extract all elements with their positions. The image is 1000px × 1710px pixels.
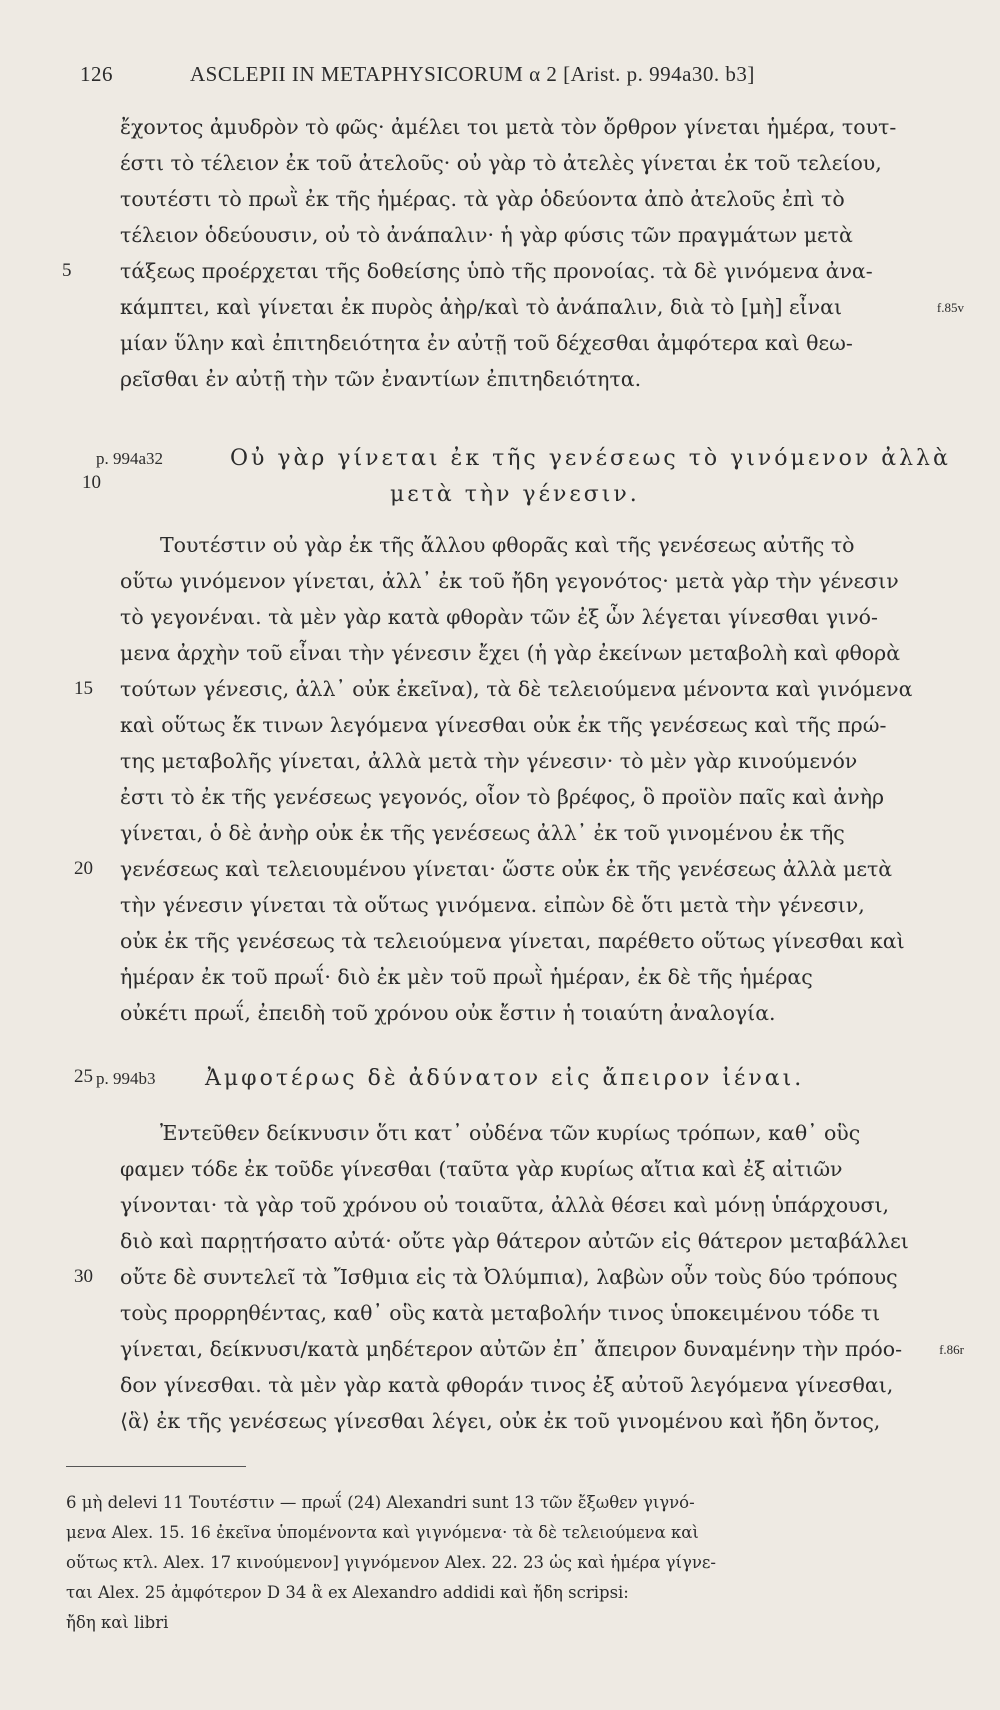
body-line: ἔχοντος ἀμυδρὸν τὸ φῶς· ἀμέλει τοι μετὰ τὸν ὄρθρον γίνεται ἡμέρα, τουτ-: [120, 115, 897, 139]
apparatus-line: 6 μὴ delevi 11 Τουτέστιν — πρωΐ (24) Alexandri sunt 13 τῶν ἔξωθεν γιγνό-: [66, 1493, 695, 1512]
body-line: ⟨ἃ⟩ ἐκ τῆς γενέσεως γίνεσθαι λέγει, οὐκ ἐκ τοῦ γινομένου καὶ ἤδη ὄντος,: [120, 1409, 881, 1433]
body-line: έστι τὸ τέλειον ἐκ τοῦ ἀτελοῦς· οὐ γὰρ τὸ ἀτελὲς γίνεται ἐκ τοῦ τελείου,: [120, 151, 882, 175]
folio-reference: f.85v: [936, 300, 964, 315]
line-number: 20: [74, 858, 93, 879]
body-line: γίνονται· τὰ γὰρ τοῦ χρόνου οὐ τοιαῦτα, ἀλλὰ θέσει καὶ μόνῃ ὑπάρχουσι,: [120, 1193, 890, 1217]
folio-reference: f.86r: [939, 1342, 964, 1357]
body-line: οὐκ ἐκ τῆς γενέσεως τὰ τελειούμενα γίνεται, παρέθετο οὕτως γίνεσθαι καὶ: [120, 929, 905, 953]
body-line: γίνεται, ὁ δὲ ἀνὴρ οὐκ ἐκ τῆς γενέσεως ἀλλ᾽ ἐκ τοῦ γινομένου ἐκ τῆς: [120, 821, 845, 845]
body-line: Τουτέστιν οὐ γὰρ ἐκ τῆς ἄλλου φθορᾶς καὶ τῆς γενέσεως αὐτῆς τὸ: [160, 533, 855, 557]
body-line: τάξεως προέρχεται τῆς δοθείσης ὑπὸ τῆς προνοίας. τὰ δὲ γινόμενα ἀνα-: [120, 259, 873, 283]
apparatus-line: οὕτως κτλ. Alex. 17 κινούμενον] γιγνόμενον Alex. 22. 23 ὡς καὶ ἡμέρα γίγνε-: [66, 1553, 716, 1572]
body-line: γενέσεως καὶ τελειουμένου γίνεται· ὥστε οὐκ ἐκ τῆς γενέσεως ἀλλὰ μετὰ: [120, 857, 893, 881]
body-line: καὶ οὕτως ἔκ τινων λεγόμενα γίνεσθαι οὐκ ἐκ τῆς γενέσεως καὶ τῆς πρώ-: [120, 713, 887, 737]
body-line: τοὺς προρρηθέντας, καθ᾽ οὓς κατὰ μεταβολήν τινος ὑποκειμένου τόδε τι: [120, 1301, 881, 1325]
line-number: 15: [74, 678, 93, 699]
body-line: τουτέστι τὸ πρωῒ ἐκ τῆς ἡμέρας. τὰ γὰρ ὁδεύοντα ἀπὸ ἀτελοῦς ἐπὶ τὸ: [120, 187, 845, 211]
lemma-text-continued: μετὰ τὴν γένεσιν.: [390, 482, 640, 507]
apparatus-line: μενα Alex. 15. 16 ἐκεῖνα ὑπομένοντα καὶ γιγνόμενα· τὰ δὲ τελειούμενα καὶ: [66, 1523, 699, 1542]
body-line: τούτων γένεσις, ἀλλ᾽ οὐκ ἐκεῖνα), τὰ δὲ τελειούμενα μένοντα καὶ γινόμενα: [120, 677, 913, 701]
body-line: κάμπτει, καὶ γίνεται ἐκ πυρὸς ἀὴρ/καὶ τὸ ἀνάπαλιν, διὰ τὸ [μὴ] εἶναι: [120, 295, 843, 319]
body-line: οὐκέτι πρωΐ, ἐπειδὴ τοῦ χρόνου οὐκ ἔστιν ἡ τοιαύτη ἀναλογία.: [120, 1001, 776, 1025]
lemma-text: Ἀμφοτέρως δὲ ἀδύνατον εἰς ἄπειρον ἰέναι.: [205, 1066, 805, 1091]
body-line: διὸ καὶ παρῃτήσατο αὐτά· οὔτε γὰρ θάτερον αὐτῶν εἰς θάτερον μεταβάλλει: [120, 1229, 909, 1253]
body-line: τὸ γεγονέναι. τὰ μὲν γὰρ κατὰ φθορὰν τῶν ἐξ ὧν λέγεται γίνεσθαι γινό-: [120, 605, 878, 629]
line-number: 10: [82, 472, 101, 493]
page-number: 126: [80, 62, 113, 86]
body-line: γίνεται, δείκνυσι/κατὰ μηδέτερον αὐτῶν ἐπ᾽ ἄπειρον δυναμένην τὴν πρόο-: [120, 1337, 903, 1361]
apparatus-line: ἤδη καὶ libri: [66, 1613, 169, 1632]
apparatus-line: ται Alex. 25 ἀμφότερον D 34 ἃ ex Alexandro addidi καὶ ἤδη scripsi:: [66, 1583, 629, 1602]
body-line: μίαν ὕλην καὶ ἐπιτηδειότητα ἐν αὐτῇ τοῦ δέχεσθαι ἀμφότερα καὶ θεω-: [120, 331, 853, 355]
body-line: οὔτε δὲ συντελεῖ τὰ Ἴσθμια εἰς τὰ Ὀλύμπια), λαβὼν οὖν τοὺς δύο τρόπους: [120, 1265, 898, 1289]
body-line: τὴν γένεσιν γίνεται τὰ οὕτως γινόμενα. εἰπὼν δὲ ὅτι μετὰ τὴν γένεσιν,: [120, 893, 865, 917]
body-line: Ἐντεῦθεν δείκνυσιν ὅτι κατ᾽ οὐδένα τῶν κυρίως τρόπων, καθ᾽ οὓς: [160, 1121, 861, 1145]
line-number: 30: [74, 1266, 93, 1287]
running-title: ASCLEPII IN METAPHYSICORUM α 2 [Arist. p. 994a30. b3]: [190, 62, 755, 86]
lemma-reference: p. 994b3: [96, 1069, 156, 1088]
body-line: φαμεν τόδε ἐκ τοῦδε γίνεσθαι (ταῦτα γὰρ κυρίως αἴτια καὶ ἐξ αἰτιῶν: [120, 1157, 843, 1181]
lemma-text: Οὐ γὰρ γίνεται ἐκ τῆς γενέσεως τὸ γινόμενον ἀλλὰ: [230, 446, 951, 471]
body-line: οὕτω γινόμενον γίνεται, ἀλλ᾽ ἐκ τοῦ ἤδη γεγονότος· μετὰ γὰρ τὴν γένεσιν: [120, 569, 899, 593]
footnote-rule: [66, 1466, 246, 1467]
line-number: 25: [74, 1066, 93, 1087]
body-line: ρεῖσθαι ἐν αὐτῇ τὴν τῶν ἐναντίων ἐπιτηδειότητα.: [120, 367, 642, 391]
body-line: της μεταβολῆς γίνεται, ἀλλὰ μετὰ τὴν γένεσιν· τὸ μὲν γὰρ κινούμενόν: [120, 749, 858, 773]
lemma-reference: p. 994a32: [96, 449, 164, 468]
body-line: δον γίνεσθαι. τὰ μὲν γὰρ κατὰ φθοράν τινος ἐξ αὐτοῦ λεγόμενα γίνεσθαι,: [120, 1373, 894, 1397]
body-line: μενα ἀρχὴν τοῦ εἶναι τὴν γένεσιν ἔχει (ἡ γὰρ ἐκείνων μεταβολὴ καὶ φθορὰ: [120, 641, 901, 665]
body-line: ἡμέραν ἐκ τοῦ πρωΐ· διὸ ἐκ μὲν τοῦ πρωῒ ἡμέραν, ἐκ δὲ τῆς ἡμέρας: [120, 965, 813, 989]
body-line: ἐστι τὸ ἐκ τῆς γενέσεως γεγονός, οἷον τὸ βρέφος, ὃ προϊὸν παῖς καὶ ἀνὴρ: [120, 785, 885, 809]
body-line: τέλειον ὁδεύουσιν, οὐ τὸ ἀνάπαλιν· ἡ γὰρ φύσις τῶν πραγμάτων μετὰ: [120, 223, 853, 247]
line-number: 5: [62, 260, 72, 281]
